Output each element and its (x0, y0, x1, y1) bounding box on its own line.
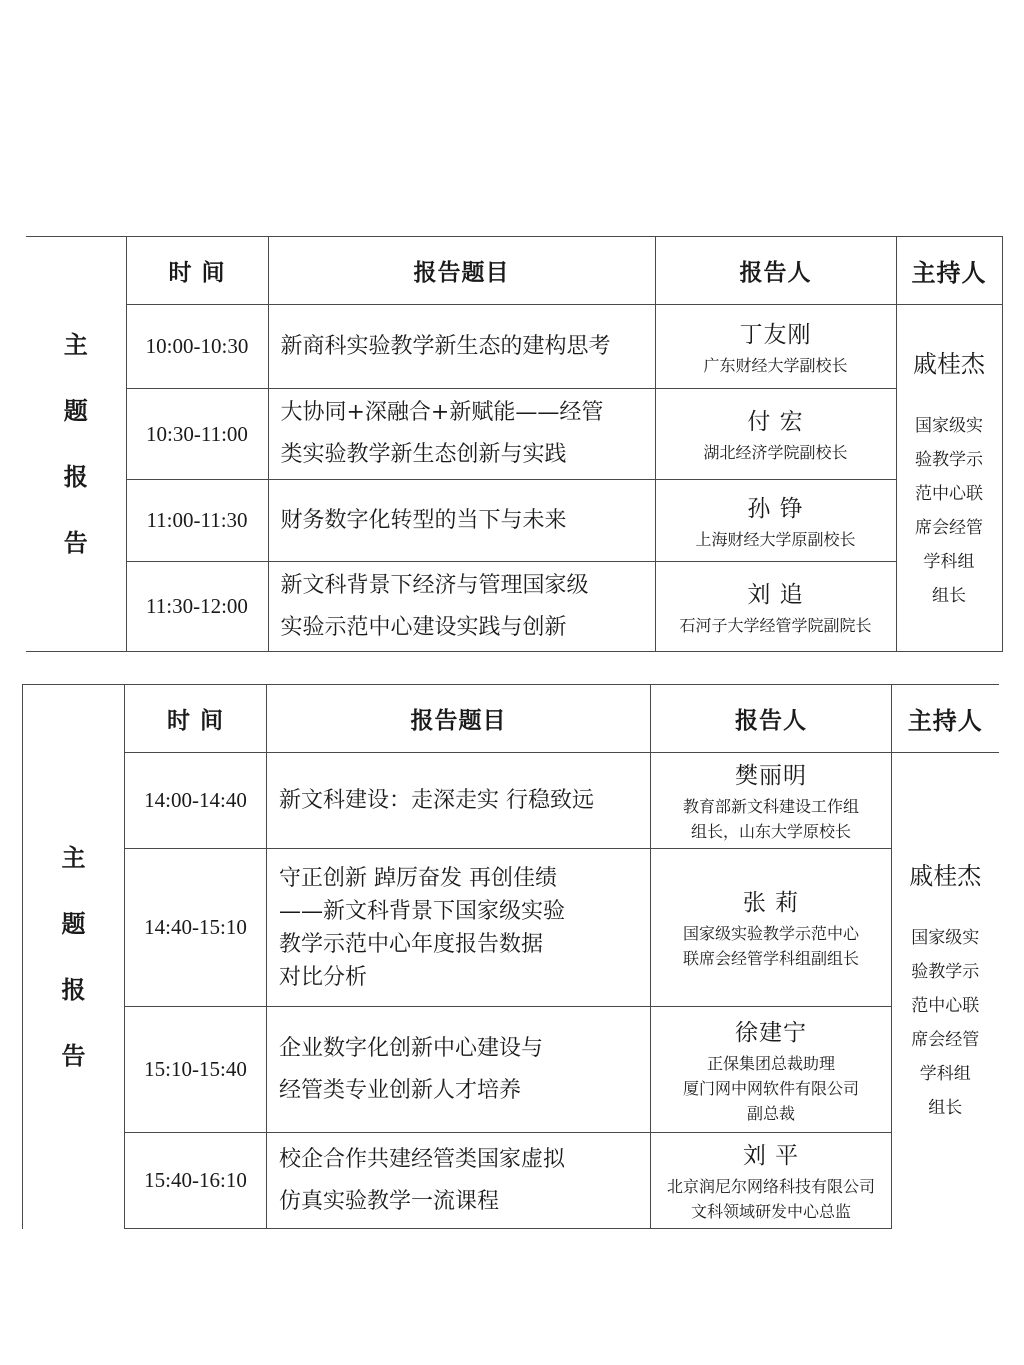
table-bottom-rule (26, 651, 1002, 653)
host-title: 范中心联 (911, 996, 980, 1017)
speaker-affiliation: 湖北经济学院副校长 (703, 443, 848, 462)
time-slot: 15:10-15:40 (125, 1007, 267, 1133)
report-topic: 财务数字化转型的当下与未来 (268, 480, 655, 562)
speaker-name: 付 宏 (747, 409, 804, 435)
speaker-affiliation: 厦门网中网软件有限公司 (682, 1078, 859, 1098)
time-slot: 10:30-11:00 (126, 389, 268, 480)
time-slot: 14:00-14:40 (125, 753, 267, 849)
section-label-keynote (23, 685, 125, 1229)
speaker-name: 孙 铮 (747, 495, 804, 522)
section-label-char: 题 (63, 396, 88, 426)
speaker-name: 张 莉 (742, 890, 800, 916)
host-title: 组长 (932, 585, 966, 606)
header-topic: 报告题目 (268, 237, 655, 305)
section-label-char: 报 (63, 462, 88, 492)
speaker-cell (655, 305, 896, 389)
host-name: 戚桂杰 (909, 862, 982, 891)
table-row (26, 480, 1002, 562)
table-row (23, 753, 999, 849)
speaker-cell (651, 1133, 892, 1229)
section-label-char: 告 (63, 528, 88, 558)
speaker-cell (651, 753, 892, 849)
report-topic: 新文科背景下经济与管理国家级 实验示范中心建设实践与创新 (268, 562, 655, 652)
host-title: 国家级实 (911, 928, 980, 949)
host-title: 组长 (928, 1098, 963, 1119)
speaker-affiliation: 石河子大学经管学院副院长 (679, 615, 872, 635)
table-row (23, 1133, 999, 1229)
report-topic: 企业数字化创新中心建设与 经管类专业创新人才培养 (267, 1007, 651, 1133)
speaker-cell (655, 562, 896, 652)
host-title: 学科组 (919, 1064, 971, 1085)
section-label-char: 主 (61, 842, 86, 872)
time-slot: 11:00-11:30 (126, 480, 268, 562)
host-title: 验教学示 (915, 449, 983, 470)
speaker-name: 丁友刚 (739, 321, 812, 348)
host-cell (892, 753, 999, 1229)
speaker-affiliation: 北京润尼尔网络科技有限公司 (666, 1177, 875, 1196)
report-topic: 新商科实验教学新生态的建构思考 (268, 305, 655, 389)
header-host: 主持人 (896, 237, 1002, 305)
speaker-name: 刘 平 (742, 1143, 800, 1169)
speaker-cell (651, 1007, 892, 1133)
speaker-affiliation: 副总裁 (746, 1103, 795, 1123)
header-speaker: 报告人 (651, 685, 892, 753)
speaker-affiliation: 广东财经大学副校长 (703, 355, 848, 375)
table-row (23, 849, 999, 1007)
host-name: 戚桂杰 (913, 349, 985, 378)
speaker-name: 刘 追 (747, 581, 804, 608)
report-topic: 校企合作共建经管类国家虚拟 仿真实验教学一流课程 (267, 1133, 651, 1229)
table-row (26, 305, 1002, 389)
host-title: 学科组 (923, 551, 975, 572)
section-label-keynote (26, 237, 126, 652)
host-title: 验教学示 (911, 962, 980, 983)
table-row (26, 562, 1002, 652)
report-topic: 新文科建设：走深走实 行稳致远 (267, 753, 651, 849)
section-label-char: 告 (61, 1040, 86, 1070)
host-title: 席会经管 (915, 517, 983, 538)
time-slot: 14:40-15:10 (125, 849, 267, 1007)
header-topic: 报告题目 (267, 685, 651, 753)
speaker-affiliation: 国家级实验教学示范中心 (682, 924, 859, 943)
speaker-name: 樊丽明 (735, 763, 807, 789)
header-host: 主持人 (892, 685, 999, 753)
report-topic: 守正创新 踔厉奋发 再创佳绩 ——新文科背景下国家级实验 教学示范中心年度报告数据 对比分析 (267, 849, 651, 1007)
time-slot: 11:30-12:00 (126, 562, 268, 652)
section-label-char: 题 (61, 908, 86, 938)
table-row (23, 1007, 999, 1133)
speaker-affiliation: 组长，山东大学原校长 (690, 822, 851, 841)
report-topic: 大协同+深融合+新赋能——经管 类实验教学新生态创新与实践 (268, 389, 655, 480)
section-label-char: 主 (63, 330, 88, 360)
speaker-cell (655, 389, 896, 480)
host-title: 国家级实 (915, 415, 983, 436)
header-speaker: 报告人 (655, 237, 896, 305)
speaker-cell (651, 849, 892, 1007)
time-slot: 10:00-10:30 (126, 305, 268, 389)
speaker-name: 徐建宁 (735, 1019, 807, 1046)
afternoon-schedule-table (22, 684, 998, 1229)
host-cell (896, 305, 1002, 652)
speaker-affiliation: 文科领域研发中心总监 (690, 1202, 851, 1221)
speaker-affiliation: 正保集团总裁助理 (706, 1053, 835, 1073)
time-slot: 15:40-16:10 (125, 1133, 267, 1229)
speaker-cell (655, 480, 896, 562)
table-row (26, 389, 1002, 480)
speaker-affiliation: 联席会经管学科组副组长 (682, 949, 859, 968)
morning-schedule-table (26, 236, 1002, 652)
header-time: 时 间 (125, 685, 267, 753)
host-title: 席会经管 (911, 1030, 980, 1051)
speaker-affiliation: 上海财经大学原副校长 (695, 529, 856, 549)
host-title: 范中心联 (915, 483, 983, 504)
speaker-affiliation: 教育部新文科建设工作组 (682, 797, 859, 816)
header-time: 时 间 (126, 237, 268, 305)
section-label-char: 报 (61, 974, 86, 1004)
